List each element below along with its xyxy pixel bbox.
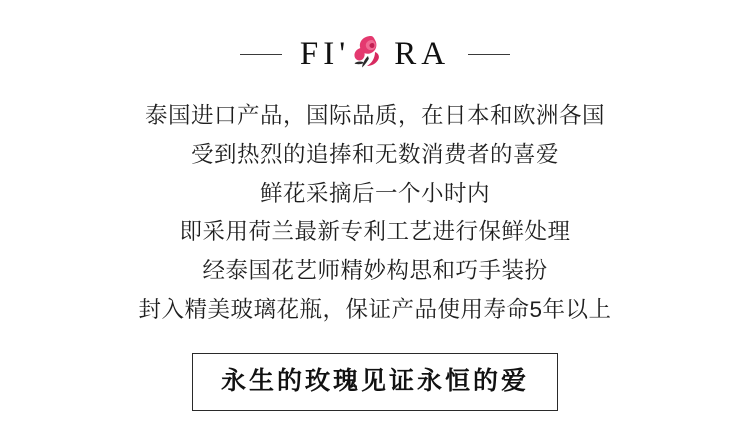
brand-text-right: RA	[394, 35, 451, 72]
brand-text-left: FI	[299, 35, 340, 72]
brand-rule-right	[468, 54, 510, 55]
brand-logo	[300, 34, 450, 74]
brand-rule-left	[240, 54, 282, 55]
slogan-box	[192, 353, 558, 411]
copy-line-6: 封入精美玻璃花瓶，保证产品使用寿命5年以上	[138, 296, 612, 322]
brand-apostrophe: '	[339, 35, 351, 72]
body-copy	[0, 102, 750, 335]
slogan-text: 永生的玫瑰见证永恒的爱	[220, 366, 529, 395]
brand-header	[240, 32, 510, 76]
copy-line-1: 泰国进口产品，国际品质，在日本和欧洲各国	[144, 103, 605, 128]
copy-line-4: 即采用荷兰最新专利工艺进行保鲜处理	[179, 219, 571, 245]
rose-icon	[351, 34, 393, 74]
copy-line-5: 经泰国花艺师精妙构思和巧手装扮	[202, 258, 548, 284]
copy-line-3: 鲜花采摘后一个小时内	[259, 180, 490, 206]
copy-line-2: 受到热烈的追捧和无数消费者的喜爱	[190, 141, 559, 167]
